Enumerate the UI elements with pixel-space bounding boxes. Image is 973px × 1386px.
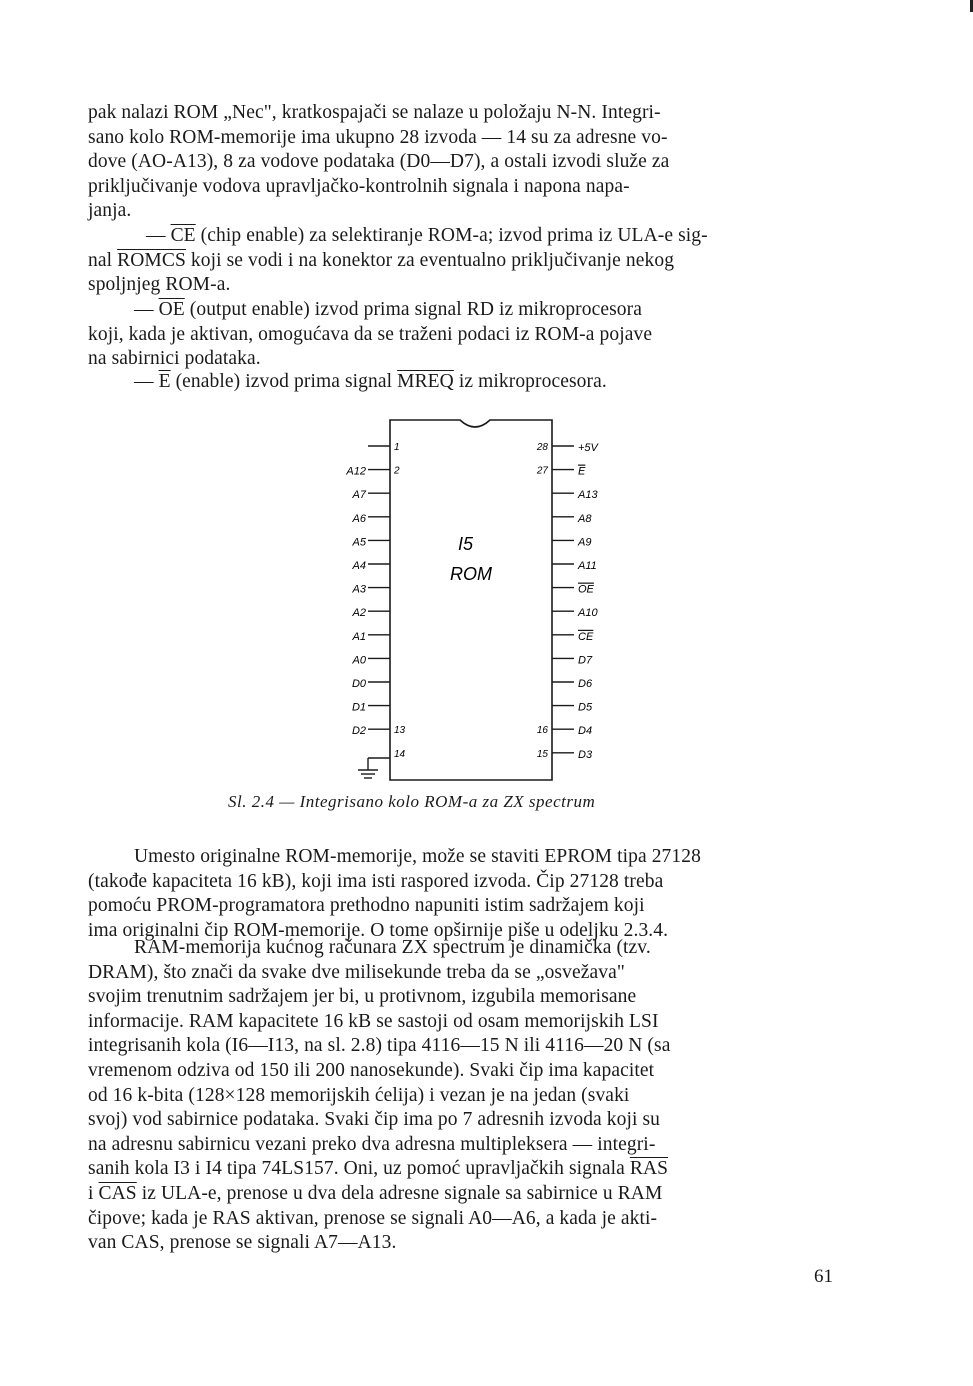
paragraph-oe-signal [88,298,838,372]
right-pin [552,631,594,643]
right-pin [552,702,593,714]
right-pin [536,466,586,478]
rom-pinout-diagram [330,412,630,789]
pin-label: A3 [352,583,366,596]
pin-label: A10 [578,607,598,620]
text-line: na sabirnici podataka. [88,348,261,370]
right-pin [552,489,598,501]
signal-e: $\overline{E}$ [158,371,171,392]
left-pin [352,702,390,714]
text-fragment: i [88,1182,99,1204]
pin-label: A13 [578,489,598,502]
text-fragment: čipove; kada je RAS aktivan, prenose se signali A0—A6, a kada je akti- [88,1207,658,1229]
text-line: pak nalazi ROM „Nec", kratkospajači se nalaze u položaju N-N. Integri- [88,102,661,123]
text-fragment: svoj) vod sabirnice podataka. Svaki čip ima po 7 adresnih izvoda koji su [88,1109,661,1131]
pin-label: D0 [351,678,366,690]
rom-chip-svg [330,412,630,784]
text-line [88,1010,838,1035]
pin-number: 1 [394,442,400,453]
text-line: dove (AO-A13), 8 za vodove podataka (D0—D7), a ostali izvodi služe za [88,151,670,173]
text-line [88,224,838,249]
text-line: (takođe kapaciteta 16 kB), koji ima isti raspored izvoda. Čip 27128 treba [88,870,664,892]
pin-label: E [578,465,586,478]
text-fragment: — [146,225,171,246]
paragraph-ce-signal [88,224,838,298]
paragraph-eprom [88,845,838,943]
text-line [88,1084,838,1109]
right-pin [552,560,597,572]
right-pin [536,442,600,454]
left-pin [352,513,390,525]
paragraph-rom-intro [88,101,838,224]
text-fragment: vremenom odziva od 150 ili 200 nanosekunde). Svaki čip ima kapacitet [88,1059,655,1081]
text-fragment: na adresnu sabirnicu vezani preko dva adresna multipleksera — integri- [88,1133,656,1155]
text-fragment: (enable) izvod prima signal [170,371,398,392]
page-number: 61 [814,1266,833,1287]
text-line: ima originalni čip ROM-memorije. O tome opširnije piše u odeljku 2.3.4. [88,919,669,941]
left-pin [352,536,390,548]
text-line [88,1207,838,1232]
pin-label: A9 [578,536,592,549]
pin-number: 2 [394,465,400,477]
text-line: janja. [88,200,132,222]
left-pin [394,749,406,760]
pin-number: 28 [536,442,548,453]
left-pin [352,560,390,572]
signal-mreq: MREQ [397,371,454,392]
text-line: koji, kada je aktivan, omogućava da se traženi podaci iz ROM-a pojave [88,323,653,345]
text-fragment: — [134,299,159,320]
pin-label: A1 [352,630,366,643]
text-line: pomoću PROM-programatora prethodno napuniti istim sadržajem koji [88,895,645,917]
right-pin [552,536,591,548]
pin-label: A7 [352,489,366,502]
text-fragment: svojim trenutnim sadržajem jer bi, u protivnom, izgubila memorisane [88,986,637,1008]
signal-oe: $\overline{OE}$ [158,299,185,320]
signal-ce: $\overline{CE}$ [170,225,196,246]
chip-outline [390,420,552,780]
right-pin [552,654,593,666]
pin-label: A4 [352,560,366,572]
ground-symbol [358,758,390,778]
left-pin [352,607,390,619]
left-pin [352,654,390,666]
text-fragment: informacije. RAM kapacitete 16 kB se sastoji od osam memorijskih LSI [88,1010,659,1032]
figure-caption: Sl. 2.4 — Integrisano kolo ROM-a za ZX spectrum [228,792,596,811]
pin-number: 27 [536,465,548,477]
text-line: spoljnjeg ROM-a. [88,274,231,296]
right-pin [552,678,593,690]
left-pin [352,678,390,690]
text-line [88,249,838,274]
pin-label: A8 [578,512,592,525]
paragraph-e-signal [88,370,838,395]
text-line [88,1059,838,1084]
pin-label: A2 [352,607,366,620]
pin-label: D5 [578,701,593,714]
right-pin [552,584,595,596]
text-line [88,1157,838,1182]
text-line [88,1034,838,1059]
left-pin [352,631,390,643]
text-fragment: RAM-memorija kućnog računara ZX spectrum je dinamička (tzv. [134,937,651,958]
pin-label: A0 [352,654,366,667]
pin-label: A6 [352,512,366,525]
left-pin [352,725,406,737]
right-pin [552,607,598,619]
text-line: sano kolo ROM-memorije ima ukupno 28 izvoda — 14 su za adresne vo- [88,126,668,148]
right-pin [537,749,593,761]
pin-number: 14 [394,748,406,760]
text-fragment: iz mikroprocesora. [453,371,607,392]
pin-label: OE [578,583,594,596]
text-fragment: van CAS, prenose se signali A7—A13. [88,1232,397,1254]
pin-label: A5 [352,536,366,549]
pin-label: A11 [578,560,597,572]
left-pin [352,584,390,596]
left-pin [345,466,400,478]
pin-number: 16 [536,725,548,737]
text-fragment: integrisanih kola (I6—I13, na sl. 2.8) tipa 4116—15 N ili 4116—20 N (sa [88,1035,671,1057]
text-line: Umesto originalne ROM-memorije, može se staviti EPROM tipa 27128 [134,846,701,867]
text-line [88,370,838,395]
signal-overlined: $\overline{RAS}$ [629,1158,669,1180]
pin-label: D3 [578,748,593,761]
text-line [88,1108,838,1133]
right-pin [552,513,592,525]
text-fragment: — [134,371,159,392]
pin-number: 15 [536,748,548,760]
signal-romcs: ROMCS [117,249,186,271]
text-line: priključivanje vodova upravljačko-kontrolnih signala i napona napa- [88,175,630,197]
signal-overlined: $\overline{CAS}$ [98,1182,137,1204]
pin-number: 13 [394,725,406,737]
left-pin [368,442,400,453]
text-line [88,1133,838,1158]
right-pin [537,725,592,737]
chip-type: ROM [450,564,492,584]
text-fragment: iz ULA-e, prenose u dva dela adresne signale sa sabirnice u RAM [136,1182,663,1204]
text-line [88,961,838,986]
text-line [88,1182,838,1207]
chip-label: I5 [458,534,474,554]
pin-label: CE [578,630,594,643]
left-pin [352,489,390,501]
text-fragment: od 16 k-bita (128×128 memorijskih ćelija) i vezan je na jedan (svaki [88,1084,630,1106]
text-line [88,985,838,1010]
text-line [88,1231,838,1256]
text-fragment: koji se vodi i na konektor za eventualno priključivanje nekog [185,249,675,271]
text-fragment: (chip enable) za selektiranje ROM-a; izvod prima iz ULA-e sig- [195,225,708,246]
text-line [88,298,838,323]
pin-label: D6 [578,678,593,690]
pin-label: +5V [578,442,598,454]
text-fragment: nal [88,249,118,271]
text-fragment: DRAM), što znači da svake dve milisekunde treba da se „osvežava" [88,961,625,983]
text-fragment: (output enable) izvod prima signal RD iz mikroprocesora [184,299,643,320]
pin-label: D1 [351,701,366,714]
text-fragment: sanih kola I3 i I4 tipa 74LS157. Oni, uz pomoć upravljačkih signala [88,1158,630,1180]
paragraph-ram [88,936,838,1256]
pin-label: D7 [578,654,593,667]
pin-label: A12 [346,465,366,478]
pin-label: D4 [578,725,593,738]
pin-label: D2 [351,725,366,738]
text-line [88,936,838,961]
